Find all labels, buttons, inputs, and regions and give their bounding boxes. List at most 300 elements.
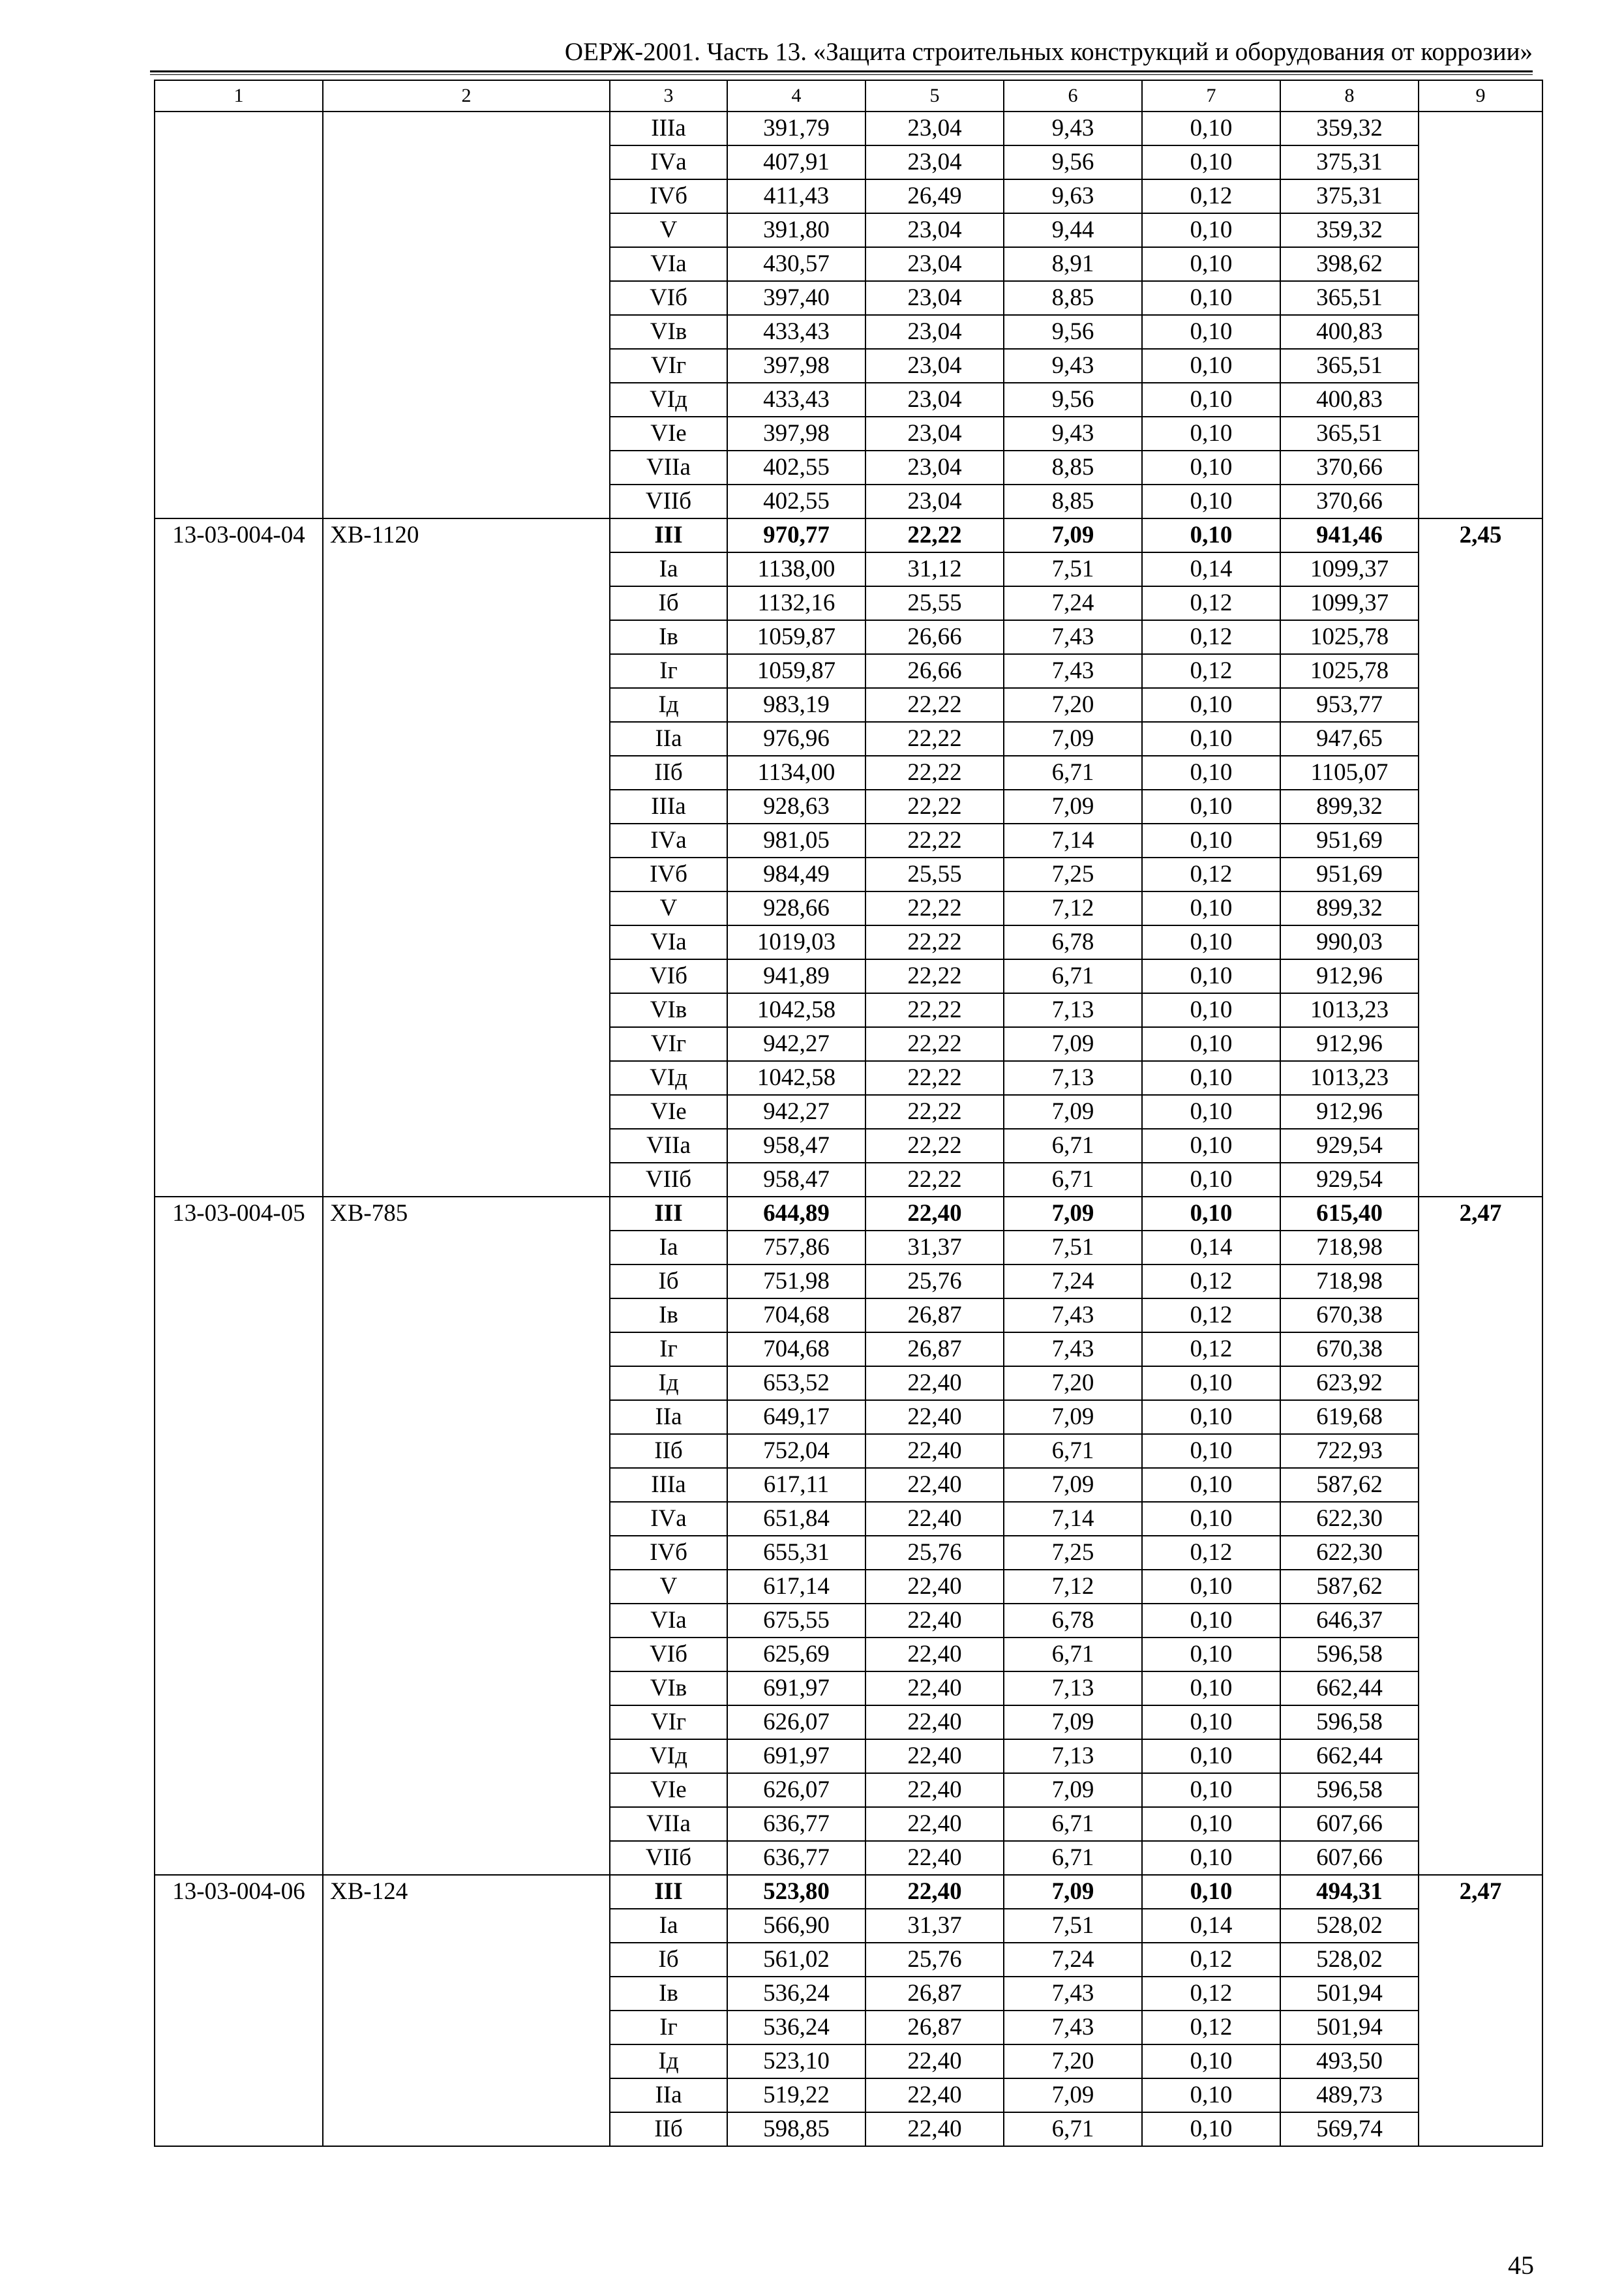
value-col8-cell: 662,44 <box>1280 1739 1419 1773</box>
value-col8-cell: 1013,23 <box>1280 1061 1419 1095</box>
value-col7-cell: 0,10 <box>1142 1807 1280 1841</box>
value-col5-cell: 22,40 <box>865 1502 1004 1536</box>
value-col5-cell: 22,22 <box>865 1095 1004 1129</box>
value-col5-cell: 22,22 <box>865 790 1004 824</box>
value-col4-cell: 391,79 <box>727 112 865 145</box>
value-col4-cell: 626,07 <box>727 1773 865 1807</box>
value-col8-cell: 622,30 <box>1280 1536 1419 1570</box>
column-number: 8 <box>1280 80 1419 112</box>
value-col8-cell: 596,58 <box>1280 1638 1419 1671</box>
value-col8-cell: 365,51 <box>1280 349 1419 383</box>
value-col4-cell: 397,98 <box>727 417 865 451</box>
value-col5-cell: 22,22 <box>865 1061 1004 1095</box>
value-col7-cell: 0,10 <box>1142 756 1280 790</box>
coefficient-cell: Iд <box>610 1366 727 1400</box>
value-col4-cell: 397,98 <box>727 349 865 383</box>
value-col5-cell: 22,40 <box>865 1875 1004 1909</box>
value-col8-cell: 1099,37 <box>1280 586 1419 620</box>
value-col5-cell: 22,40 <box>865 1604 1004 1638</box>
coefficient-cell: IVа <box>610 145 727 179</box>
value-col8-cell: 370,66 <box>1280 485 1419 518</box>
value-col4-cell: 1042,58 <box>727 993 865 1027</box>
value-col4-cell: 942,27 <box>727 1095 865 1129</box>
value-col6-cell: 9,56 <box>1004 315 1142 349</box>
coefficient-cell: VIг <box>610 1027 727 1061</box>
value-col4-cell: 1042,58 <box>727 1061 865 1095</box>
value-col8-cell: 528,02 <box>1280 1909 1419 1943</box>
coefficient-cell: VIIа <box>610 451 727 485</box>
value-col7-cell: 0,10 <box>1142 1434 1280 1468</box>
table-row <box>155 112 1542 145</box>
value-col7-cell: 0,10 <box>1142 1400 1280 1434</box>
value-col4-cell: 626,07 <box>727 1705 865 1739</box>
value-col6-cell: 6,78 <box>1004 925 1142 959</box>
value-col8-cell: 899,32 <box>1280 891 1419 925</box>
value-col4-cell: 402,55 <box>727 451 865 485</box>
column-number: 3 <box>610 80 727 112</box>
value-col6-cell: 7,09 <box>1004 2078 1142 2112</box>
value-col6-cell: 8,85 <box>1004 451 1142 485</box>
value-col6-cell: 7,43 <box>1004 1332 1142 1366</box>
coefficient-cell: Iб <box>610 1264 727 1298</box>
value-col8-cell: 912,96 <box>1280 959 1419 993</box>
value-col7-cell: 0,10 <box>1142 1027 1280 1061</box>
value-col6-cell: 7,25 <box>1004 858 1142 891</box>
value-col5-cell: 22,40 <box>865 1366 1004 1400</box>
value-col7-cell: 0,10 <box>1142 1468 1280 1502</box>
coefficient-cell: VIIа <box>610 1129 727 1163</box>
value-col5-cell: 22,22 <box>865 1027 1004 1061</box>
value-col5-cell: 23,04 <box>865 145 1004 179</box>
coefficient-cell: III <box>610 1197 727 1231</box>
value-col6-cell: 7,20 <box>1004 1366 1142 1400</box>
value-col5-cell: 23,04 <box>865 315 1004 349</box>
value-col7-cell: 0,12 <box>1142 1943 1280 1977</box>
value-col8-cell: 596,58 <box>1280 1705 1419 1739</box>
value-col8-cell: 662,44 <box>1280 1671 1419 1705</box>
value-col7-cell: 0,10 <box>1142 1875 1280 1909</box>
value-col5-cell: 22,22 <box>865 688 1004 722</box>
coefficient-cell: Iв <box>610 1298 727 1332</box>
value-col5-cell: 22,22 <box>865 925 1004 959</box>
value-col4-cell: 976,96 <box>727 722 865 756</box>
value-col8-cell: 375,31 <box>1280 179 1419 213</box>
value-col8-cell: 587,62 <box>1280 1468 1419 1502</box>
value-col7-cell: 0,10 <box>1142 1773 1280 1807</box>
value-col5-cell: 22,40 <box>865 1638 1004 1671</box>
value-col6-cell: 9,44 <box>1004 213 1142 247</box>
value-col5-cell: 22,40 <box>865 2112 1004 2146</box>
coefficient-cell: Iд <box>610 2044 727 2078</box>
coefficient-cell: Iг <box>610 654 727 688</box>
coefficient-cell: Iб <box>610 1943 727 1977</box>
coefficient-cell: VIб <box>610 281 727 315</box>
value-col6-cell: 7,51 <box>1004 552 1142 586</box>
value-col8-cell: 912,96 <box>1280 1027 1419 1061</box>
col9-value-cell: 2,45 <box>1419 518 1542 1197</box>
column-number: 4 <box>727 80 865 112</box>
value-col7-cell: 0,10 <box>1142 1095 1280 1129</box>
value-col6-cell: 7,09 <box>1004 518 1142 552</box>
value-col8-cell: 400,83 <box>1280 383 1419 417</box>
value-col8-cell: 718,98 <box>1280 1231 1419 1264</box>
value-col8-cell: 365,51 <box>1280 417 1419 451</box>
value-col4-cell: 942,27 <box>727 1027 865 1061</box>
value-col6-cell: 7,43 <box>1004 620 1142 654</box>
value-col4-cell: 536,24 <box>727 1977 865 2011</box>
value-col6-cell: 7,12 <box>1004 891 1142 925</box>
column-number: 6 <box>1004 80 1142 112</box>
value-col6-cell: 7,13 <box>1004 1061 1142 1095</box>
coefficient-cell: VIе <box>610 1095 727 1129</box>
value-col4-cell: 523,10 <box>727 2044 865 2078</box>
value-col8-cell: 990,03 <box>1280 925 1419 959</box>
value-col4-cell: 1059,87 <box>727 654 865 688</box>
value-col7-cell: 0,10 <box>1142 891 1280 925</box>
value-col6-cell: 7,09 <box>1004 1468 1142 1502</box>
value-col5-cell: 22,40 <box>865 1739 1004 1773</box>
value-col6-cell: 6,71 <box>1004 756 1142 790</box>
value-col4-cell: 941,89 <box>727 959 865 993</box>
value-col7-cell: 0,10 <box>1142 2112 1280 2146</box>
value-col7-cell: 0,12 <box>1142 620 1280 654</box>
value-col6-cell: 6,71 <box>1004 1129 1142 1163</box>
value-col7-cell: 0,10 <box>1142 1061 1280 1095</box>
value-col8-cell: 615,40 <box>1280 1197 1419 1231</box>
value-col6-cell: 7,09 <box>1004 1197 1142 1231</box>
value-col4-cell: 757,86 <box>727 1231 865 1264</box>
value-col4-cell: 433,43 <box>727 315 865 349</box>
value-col6-cell: 6,71 <box>1004 2112 1142 2146</box>
value-col6-cell: 6,71 <box>1004 959 1142 993</box>
value-col5-cell: 23,04 <box>865 383 1004 417</box>
value-col5-cell: 25,76 <box>865 1264 1004 1298</box>
column-number: 1 <box>155 80 323 112</box>
value-col7-cell: 0,10 <box>1142 518 1280 552</box>
value-col6-cell: 7,09 <box>1004 1875 1142 1909</box>
value-col6-cell: 9,43 <box>1004 112 1142 145</box>
item-name-cell: ХВ-785 <box>323 1197 610 1875</box>
value-col5-cell: 22,22 <box>865 756 1004 790</box>
value-col6-cell: 9,43 <box>1004 417 1142 451</box>
value-col7-cell: 0,10 <box>1142 145 1280 179</box>
value-col5-cell: 31,37 <box>865 1909 1004 1943</box>
value-col7-cell: 0,12 <box>1142 858 1280 891</box>
value-col7-cell: 0,12 <box>1142 654 1280 688</box>
value-col5-cell: 22,22 <box>865 891 1004 925</box>
value-col6-cell: 7,43 <box>1004 1298 1142 1332</box>
value-col7-cell: 0,10 <box>1142 993 1280 1027</box>
value-col6-cell: 7,25 <box>1004 1536 1142 1570</box>
value-col8-cell: 493,50 <box>1280 2044 1419 2078</box>
value-col8-cell: 607,66 <box>1280 1841 1419 1875</box>
value-col6-cell: 6,71 <box>1004 1163 1142 1197</box>
value-col6-cell: 6,78 <box>1004 1604 1142 1638</box>
value-col8-cell: 646,37 <box>1280 1604 1419 1638</box>
value-col7-cell: 0,10 <box>1142 1129 1280 1163</box>
value-col8-cell: 1025,78 <box>1280 654 1419 688</box>
value-col8-cell: 489,73 <box>1280 2078 1419 2112</box>
coefficient-cell: Iа <box>610 1909 727 1943</box>
item-code-cell: 13-03-004-06 <box>155 1875 323 2146</box>
value-col8-cell: 596,58 <box>1280 1773 1419 1807</box>
coefficient-cell: IVа <box>610 824 727 858</box>
value-col7-cell: 0,10 <box>1142 959 1280 993</box>
value-col5-cell: 22,22 <box>865 722 1004 756</box>
value-col8-cell: 1013,23 <box>1280 993 1419 1027</box>
value-col7-cell: 0,14 <box>1142 1231 1280 1264</box>
coefficient-cell: VIд <box>610 1061 727 1095</box>
value-col4-cell: 566,90 <box>727 1909 865 1943</box>
value-col4-cell: 928,66 <box>727 891 865 925</box>
value-col5-cell: 23,04 <box>865 112 1004 145</box>
value-col4-cell: 523,80 <box>727 1875 865 1909</box>
table-row <box>155 1875 1542 1909</box>
value-col5-cell: 25,76 <box>865 1943 1004 1977</box>
value-col4-cell: 598,85 <box>727 2112 865 2146</box>
value-col5-cell: 22,40 <box>865 1671 1004 1705</box>
coefficient-cell: VIв <box>610 993 727 1027</box>
value-col4-cell: 691,97 <box>727 1671 865 1705</box>
value-col8-cell: 947,65 <box>1280 722 1419 756</box>
value-col7-cell: 0,10 <box>1142 213 1280 247</box>
coefficient-cell: Iа <box>610 1231 727 1264</box>
value-col5-cell: 31,37 <box>865 1231 1004 1264</box>
coefficient-cell: V <box>610 213 727 247</box>
value-col8-cell: 1099,37 <box>1280 552 1419 586</box>
coefficient-cell: VIг <box>610 349 727 383</box>
coefficient-cell: VIIб <box>610 485 727 518</box>
coefficient-cell: IVб <box>610 858 727 891</box>
value-col4-cell: 691,97 <box>727 1739 865 1773</box>
value-col7-cell: 0,10 <box>1142 1705 1280 1739</box>
value-col8-cell: 1105,07 <box>1280 756 1419 790</box>
value-col5-cell: 22,22 <box>865 1129 1004 1163</box>
coefficient-cell: IIб <box>610 1434 727 1468</box>
value-col7-cell: 0,10 <box>1142 925 1280 959</box>
value-col6-cell: 7,09 <box>1004 1773 1142 1807</box>
value-col6-cell: 7,09 <box>1004 1705 1142 1739</box>
coefficient-cell: III <box>610 518 727 552</box>
value-col6-cell: 7,43 <box>1004 654 1142 688</box>
value-col5-cell: 26,87 <box>865 1977 1004 2011</box>
value-col6-cell: 7,51 <box>1004 1231 1142 1264</box>
value-col8-cell: 359,32 <box>1280 112 1419 145</box>
value-col7-cell: 0,10 <box>1142 688 1280 722</box>
value-col6-cell: 7,24 <box>1004 1264 1142 1298</box>
col9-value-cell <box>1419 112 1542 518</box>
coefficient-cell: VIа <box>610 247 727 281</box>
value-col5-cell: 22,40 <box>865 1570 1004 1604</box>
value-col5-cell: 23,04 <box>865 349 1004 383</box>
coefficient-cell: VIб <box>610 1638 727 1671</box>
value-col4-cell: 617,14 <box>727 1570 865 1604</box>
value-col7-cell: 0,10 <box>1142 451 1280 485</box>
value-col7-cell: 0,12 <box>1142 1536 1280 1570</box>
table-row <box>155 518 1542 552</box>
value-col8-cell: 619,68 <box>1280 1400 1419 1434</box>
value-col5-cell: 23,04 <box>865 451 1004 485</box>
item-name-cell: ХВ-1120 <box>323 518 610 1197</box>
value-col4-cell: 636,77 <box>727 1807 865 1841</box>
value-col7-cell: 0,14 <box>1142 552 1280 586</box>
value-col4-cell: 675,55 <box>727 1604 865 1638</box>
value-col8-cell: 670,38 <box>1280 1298 1419 1332</box>
value-col8-cell: 941,46 <box>1280 518 1419 552</box>
value-col8-cell: 607,66 <box>1280 1807 1419 1841</box>
value-col4-cell: 655,31 <box>727 1536 865 1570</box>
value-col4-cell: 397,40 <box>727 281 865 315</box>
value-col8-cell: 375,31 <box>1280 145 1419 179</box>
value-col6-cell: 7,09 <box>1004 1400 1142 1434</box>
coefficient-cell: Iб <box>610 586 727 620</box>
value-col5-cell: 26,87 <box>865 2011 1004 2044</box>
value-col7-cell: 0,10 <box>1142 485 1280 518</box>
value-col7-cell: 0,12 <box>1142 1977 1280 2011</box>
value-col8-cell: 722,93 <box>1280 1434 1419 1468</box>
col9-value-cell: 2,47 <box>1419 1197 1542 1875</box>
value-col6-cell: 8,91 <box>1004 247 1142 281</box>
coefficient-cell: VIв <box>610 315 727 349</box>
value-col6-cell: 6,71 <box>1004 1841 1142 1875</box>
value-col7-cell: 0,10 <box>1142 1366 1280 1400</box>
value-col7-cell: 0,10 <box>1142 2078 1280 2112</box>
value-col6-cell: 7,43 <box>1004 1977 1142 2011</box>
coefficient-cell: V <box>610 891 727 925</box>
value-col7-cell: 0,12 <box>1142 586 1280 620</box>
value-col4-cell: 984,49 <box>727 858 865 891</box>
value-col6-cell: 9,56 <box>1004 383 1142 417</box>
value-col5-cell: 26,66 <box>865 654 1004 688</box>
value-col8-cell: 398,62 <box>1280 247 1419 281</box>
value-col6-cell: 7,24 <box>1004 1943 1142 1977</box>
coefficient-cell: VIIб <box>610 1163 727 1197</box>
coefficient-cell: VIе <box>610 417 727 451</box>
value-col5-cell: 23,04 <box>865 247 1004 281</box>
value-col7-cell: 0,14 <box>1142 1909 1280 1943</box>
value-col6-cell: 7,14 <box>1004 824 1142 858</box>
value-col6-cell: 7,09 <box>1004 1027 1142 1061</box>
value-col5-cell: 26,87 <box>865 1298 1004 1332</box>
value-col7-cell: 0,12 <box>1142 179 1280 213</box>
value-col7-cell: 0,10 <box>1142 349 1280 383</box>
value-col7-cell: 0,10 <box>1142 1671 1280 1705</box>
value-col7-cell: 0,10 <box>1142 1604 1280 1638</box>
value-col8-cell: 494,31 <box>1280 1875 1419 1909</box>
value-col5-cell: 22,40 <box>865 1434 1004 1468</box>
value-col6-cell: 6,71 <box>1004 1638 1142 1671</box>
value-col6-cell: 7,14 <box>1004 1502 1142 1536</box>
value-col8-cell: 670,38 <box>1280 1332 1419 1366</box>
value-col8-cell: 951,69 <box>1280 824 1419 858</box>
value-col5-cell: 22,22 <box>865 959 1004 993</box>
value-col4-cell: 958,47 <box>727 1129 865 1163</box>
value-col4-cell: 1019,03 <box>727 925 865 959</box>
value-col6-cell: 7,20 <box>1004 2044 1142 2078</box>
value-col7-cell: 0,10 <box>1142 247 1280 281</box>
value-col8-cell: 899,32 <box>1280 790 1419 824</box>
value-col7-cell: 0,10 <box>1142 1163 1280 1197</box>
value-col5-cell: 26,87 <box>865 1332 1004 1366</box>
value-col4-cell: 983,19 <box>727 688 865 722</box>
coefficient-cell: III <box>610 1875 727 1909</box>
value-col6-cell: 7,09 <box>1004 790 1142 824</box>
value-col4-cell: 636,77 <box>727 1841 865 1875</box>
value-col6-cell: 6,71 <box>1004 1807 1142 1841</box>
coefficient-cell: IIIа <box>610 112 727 145</box>
value-col8-cell: 528,02 <box>1280 1943 1419 1977</box>
value-col5-cell: 26,49 <box>865 179 1004 213</box>
value-col7-cell: 0,10 <box>1142 1638 1280 1671</box>
value-col4-cell: 704,68 <box>727 1332 865 1366</box>
value-col6-cell: 6,71 <box>1004 1434 1142 1468</box>
value-col4-cell: 617,11 <box>727 1468 865 1502</box>
value-col7-cell: 0,10 <box>1142 722 1280 756</box>
value-col4-cell: 391,80 <box>727 213 865 247</box>
coefficient-cell: VIв <box>610 1671 727 1705</box>
column-number: 9 <box>1419 80 1542 112</box>
coefficient-cell: Iд <box>610 688 727 722</box>
value-col7-cell: 0,12 <box>1142 1298 1280 1332</box>
value-col5-cell: 25,55 <box>865 586 1004 620</box>
value-col8-cell: 587,62 <box>1280 1570 1419 1604</box>
value-col6-cell: 8,85 <box>1004 485 1142 518</box>
column-number: 5 <box>865 80 1004 112</box>
value-col7-cell: 0,10 <box>1142 2044 1280 2078</box>
value-col8-cell: 929,54 <box>1280 1129 1419 1163</box>
value-col8-cell: 623,92 <box>1280 1366 1419 1400</box>
value-col4-cell: 651,84 <box>727 1502 865 1536</box>
value-col5-cell: 22,40 <box>865 1705 1004 1739</box>
value-col6-cell: 9,56 <box>1004 145 1142 179</box>
value-col5-cell: 23,04 <box>865 417 1004 451</box>
value-col6-cell: 7,43 <box>1004 2011 1142 2044</box>
value-col6-cell: 9,43 <box>1004 349 1142 383</box>
coefficient-cell: IVб <box>610 1536 727 1570</box>
coefficient-cell: Iг <box>610 1332 727 1366</box>
value-col7-cell: 0,10 <box>1142 1841 1280 1875</box>
value-col5-cell: 22,40 <box>865 2078 1004 2112</box>
value-col5-cell: 25,76 <box>865 1536 1004 1570</box>
item-code-cell: 13-03-004-04 <box>155 518 323 1197</box>
value-col8-cell: 501,94 <box>1280 1977 1419 2011</box>
value-col5-cell: 22,40 <box>865 1197 1004 1231</box>
value-col4-cell: 407,91 <box>727 145 865 179</box>
value-col5-cell: 22,22 <box>865 518 1004 552</box>
coefficient-cell: IVб <box>610 179 727 213</box>
value-col8-cell: 953,77 <box>1280 688 1419 722</box>
coefficient-cell: IIIа <box>610 1468 727 1502</box>
value-col4-cell: 433,43 <box>727 383 865 417</box>
value-col6-cell: 7,09 <box>1004 722 1142 756</box>
value-col8-cell: 951,69 <box>1280 858 1419 891</box>
value-col5-cell: 22,22 <box>865 824 1004 858</box>
value-col8-cell: 718,98 <box>1280 1264 1419 1298</box>
value-col5-cell: 25,55 <box>865 858 1004 891</box>
value-col7-cell: 0,10 <box>1142 790 1280 824</box>
value-col7-cell: 0,12 <box>1142 1332 1280 1366</box>
coefficient-cell: VIг <box>610 1705 727 1739</box>
coefficient-cell: IIа <box>610 722 727 756</box>
value-col5-cell: 22,22 <box>865 993 1004 1027</box>
coefficient-cell: VIд <box>610 1739 727 1773</box>
value-col7-cell: 0,10 <box>1142 1739 1280 1773</box>
coefficient-cell: IIIа <box>610 790 727 824</box>
page-number: 45 <box>1508 2251 1534 2280</box>
value-col5-cell: 22,40 <box>865 1468 1004 1502</box>
value-col4-cell: 1134,00 <box>727 756 865 790</box>
value-col4-cell: 402,55 <box>727 485 865 518</box>
